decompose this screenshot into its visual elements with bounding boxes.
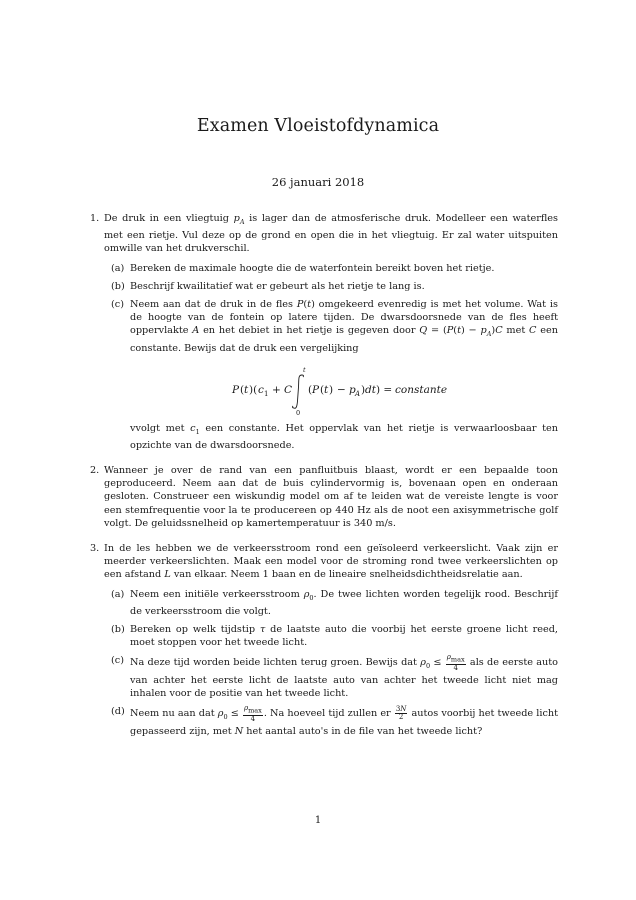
part-1c bbox=[104, 298, 558, 452]
problem-3 bbox=[90, 542, 558, 738]
problem-intro: De druk in een vliegtuig $p_A$ is lager dan de atmosferische druk. Modelleer een waterfles met een rietje. Vul deze op de grond en open die in het vliegtuig. Er zal water uitspuiten omwille van het drukverschil. bbox=[104, 213, 558, 255]
part-label: (d) bbox=[111, 706, 125, 718]
svg-text:1: 1 bbox=[264, 389, 269, 398]
problem-intro: In de les hebben we de verkeersstroom rond een geïsoleerd verkeerslicht. Vaak zijn er meerder verkeerslichten. Maak een model voor de stroming rond twee verkeerslichten op een afstand L van elkaar. Neem 1 baan en de lineaire snelheidsdichtheidsrelatie aan. bbox=[104, 543, 558, 581]
svg-text:−: − bbox=[337, 383, 346, 396]
svg-text:P: P bbox=[232, 383, 240, 396]
svg-text:p: p bbox=[349, 383, 356, 396]
svg-text:): ) bbox=[329, 383, 334, 396]
part-label: (a) bbox=[111, 262, 125, 274]
svg-text:c: c bbox=[258, 383, 264, 396]
problem-list bbox=[90, 212, 558, 748]
part-1b bbox=[104, 280, 558, 293]
problem-parts bbox=[104, 262, 558, 453]
svg-text:(: ( bbox=[308, 383, 313, 396]
equation-graphic bbox=[214, 363, 474, 415]
part-3d bbox=[104, 705, 558, 738]
document-title: Examen Vloeistofdynamica bbox=[196, 116, 440, 136]
part-label: (c) bbox=[111, 298, 124, 310]
part-text: Bereken op welk tijdstip τ de laatste auto die voorbij het eerste groene licht reed, moet stoppen voor het tweede licht. bbox=[130, 624, 558, 649]
part-label: (c) bbox=[111, 655, 124, 667]
problem-1 bbox=[90, 212, 558, 452]
part-1a bbox=[104, 262, 558, 275]
pressure-equation bbox=[130, 363, 558, 415]
svg-text:t: t bbox=[324, 383, 329, 396]
problem-intro: Wanneer je over de rand van een panfluitbuis blaast, wordt er een bepaalde toon geproduceerd. Neem aan dat de buis cylindervormig is, bovenaan open en onderaan gesloten. Construeer een wiskundig model om af te leiden wat de vereiste lengte is voor een stemfrequentie voor la te producereen op 440 Hz als de noot een axisymmetrische golf volgt. De geluidssnelheid op kamertemperatuur is 340 m/s. bbox=[104, 465, 558, 529]
svg-text:(: ( bbox=[240, 383, 245, 396]
part-text: Beschrijf kwailitatief wat er gebeurt als het rietje te lang is. bbox=[130, 280, 425, 292]
svg-text:): ) bbox=[361, 383, 366, 396]
problem-number: 3. bbox=[90, 543, 100, 555]
part-text-continued: vvolgt met $c_1$ een constante. Het oppervlak van het rietje is verwaarloosbaar ten opzichte van de dwarsdoorsnede. bbox=[130, 422, 558, 451]
svg-text:)(: )( bbox=[249, 383, 258, 396]
svg-text:t: t bbox=[244, 383, 249, 396]
part-text: Neem nu aan dat $\rho_0$ ≤ $\frac{\rho_{max}}{4}$ . Na hoeveel tijd zullen er $\frac{3N}{2}$ autos voorbij het tweede licht gepasseerd zijn, met N het aantal auto's in de file van het tweede licht? bbox=[130, 704, 559, 737]
svg-text:) =: ) = bbox=[376, 383, 393, 396]
part-3a bbox=[104, 588, 558, 618]
part-label: (b) bbox=[111, 624, 125, 636]
svg-text:(: ( bbox=[320, 383, 325, 396]
part-text: Bereken de maximale hoogte die de waterfontein bereikt boven het rietje. bbox=[130, 262, 495, 274]
part-label: (b) bbox=[111, 280, 125, 292]
svg-text:0: 0 bbox=[296, 408, 301, 417]
svg-text:dt: dt bbox=[365, 383, 376, 396]
svg-text:+: + bbox=[272, 383, 281, 396]
part-label: (a) bbox=[111, 588, 125, 600]
svg-text:t: t bbox=[303, 365, 306, 374]
svg-text:constante: constante bbox=[395, 383, 448, 396]
page-number: 1 bbox=[314, 815, 322, 826]
part-3b bbox=[104, 623, 558, 649]
part-text: Na deze tijd worden beide lichten terug groen. Bewijs dat $\rho_0$ ≤ $\frac{\rho_{max}}{4}$ als de eerste auto van achter het eerste licht de laatste auto van achter het tweede licht niet mag inhalen voor de positie van het tweede licht. bbox=[130, 653, 558, 699]
part-text: Neem aan dat de druk in de fles P(t) omgekeerd evenredig is met het volume. Wat is de hoogte van de fontein op latere tijden. De dwarsdoorsnede van de fles heeft oppervlakte A en het debiet in het rietje is gegeven door $Q = (P(t) - p_A)C$ met C een constante. Bewijs dat de druk een vergelijking bbox=[130, 298, 558, 354]
problem-2 bbox=[90, 464, 558, 530]
problem-number: 2. bbox=[90, 465, 100, 477]
document-date: 26 januari 2018 bbox=[271, 175, 365, 189]
svg-text:C: C bbox=[284, 383, 293, 396]
svg-text:P: P bbox=[312, 383, 320, 396]
problem-parts bbox=[104, 588, 558, 738]
part-3c bbox=[104, 654, 558, 700]
svg-text:A: A bbox=[355, 389, 361, 398]
part-text: Neem een initiële verkeersstroom $\rho_0$. De twee lichten worden tegelijk rood. Beschrijf de verkeersstroom die volgt. bbox=[130, 588, 558, 617]
problem-number: 1. bbox=[90, 213, 100, 224]
